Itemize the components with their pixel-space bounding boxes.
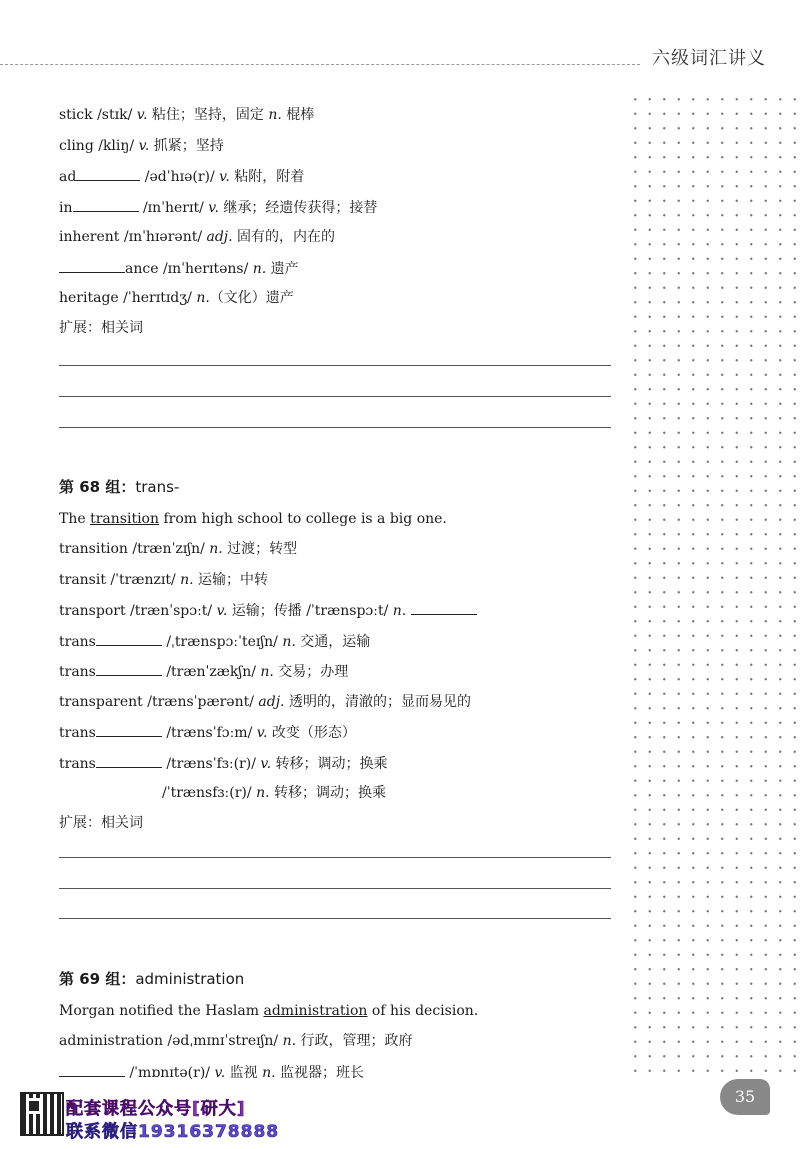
extend-label: 扩展：相关词 xyxy=(59,320,143,336)
entry-transaction: trans /trænˈzækʃn/ n. 交易；办理 xyxy=(59,661,348,682)
entry-adhere: ad /ədˈhɪə(r)/ v. 粘附，附着 xyxy=(59,166,304,187)
group-68-heading: 第 68 组：trans- xyxy=(59,478,180,496)
header-divider xyxy=(0,64,640,65)
entry-transportation: trans /ˌtrænspɔːˈteɪʃn/ n. 交通，运输 xyxy=(59,631,370,652)
writing-line[interactable] xyxy=(59,427,611,428)
fill-blank[interactable] xyxy=(76,166,140,181)
page-header-title: 六级词汇讲义 xyxy=(652,48,766,69)
entry-transfer-noun: /ˈtrænsfɜː(r)/ n. 转移；调动；换乘 xyxy=(162,785,386,801)
entry-transport: transport /trænˈspɔːt/ v. 运输；传播 /ˈtrænspɔːt/ n. xyxy=(59,600,477,621)
fill-blank[interactable] xyxy=(73,197,139,212)
entry-inherent: inherent /ɪnˈhɪərənt/ adj. 固有的，内在的 xyxy=(59,229,336,245)
entry-inheritance: ance /ɪnˈherɪtəns/ n. 遗产 xyxy=(59,258,299,279)
promo-line-2: 联系微信19316378888 xyxy=(66,1122,280,1142)
fill-blank[interactable] xyxy=(96,753,162,768)
entry-heritage: heritage /ˈherɪtɪdʒ/ n.（文化）遗产 xyxy=(59,290,294,306)
entry-administration: administration /ədˌmɪnɪˈstreɪʃn/ n. 行政，管理；政府 xyxy=(59,1033,413,1049)
writing-line[interactable] xyxy=(59,857,611,858)
group-69-heading: 第 69 组：administration xyxy=(59,970,245,988)
fill-blank[interactable] xyxy=(59,1062,125,1077)
dot-grid-notes-area xyxy=(628,92,800,1082)
writing-line[interactable] xyxy=(59,888,611,889)
writing-line[interactable] xyxy=(59,918,611,919)
page-number: 35 xyxy=(720,1079,770,1115)
fill-blank[interactable] xyxy=(96,722,162,737)
extend-label: 扩展：相关词 xyxy=(59,815,143,831)
entry-transition: transition /trænˈzɪʃn/ n. 过渡；转型 xyxy=(59,541,298,557)
fill-blank[interactable] xyxy=(59,258,125,273)
qr-code-icon xyxy=(20,1092,64,1136)
entry-transfer-verb: trans /trænsˈfɜː(r)/ v. 转移；调动；换乘 xyxy=(59,753,388,774)
example-sentence: Morgan notified the Haslam administration of his decision. xyxy=(59,1003,479,1019)
fill-blank[interactable] xyxy=(96,631,162,646)
example-sentence: The transition from high school to college is a big one. xyxy=(59,511,447,527)
entry-inherit: in /ɪnˈherɪt/ v. 继承；经遗传获得；接替 xyxy=(59,197,377,218)
promo-line-1: 配套课程公众号[研大] xyxy=(66,1099,246,1119)
entry-stick: stick /stɪk/ v. 粘住；坚持，固定 n. 棍棒 xyxy=(59,107,315,123)
entry-monitor: /ˈmɒnɪtə(r)/ v. 监视 n. 监视器；班长 xyxy=(59,1062,364,1083)
entry-transparent: transparent /trænsˈpærənt/ adj. 透明的，清澈的；显而易见的 xyxy=(59,694,471,710)
entry-transform: trans /trænsˈfɔːm/ v. 改变（形态） xyxy=(59,722,356,743)
writing-line[interactable] xyxy=(59,396,611,397)
fill-blank[interactable] xyxy=(96,661,162,676)
writing-line[interactable] xyxy=(59,365,611,366)
fill-blank[interactable] xyxy=(411,600,477,615)
entry-cling: cling /kliŋ/ v. 抓紧；坚持 xyxy=(59,138,224,154)
entry-transit: transit /ˈtrænzɪt/ n. 运输；中转 xyxy=(59,572,269,588)
